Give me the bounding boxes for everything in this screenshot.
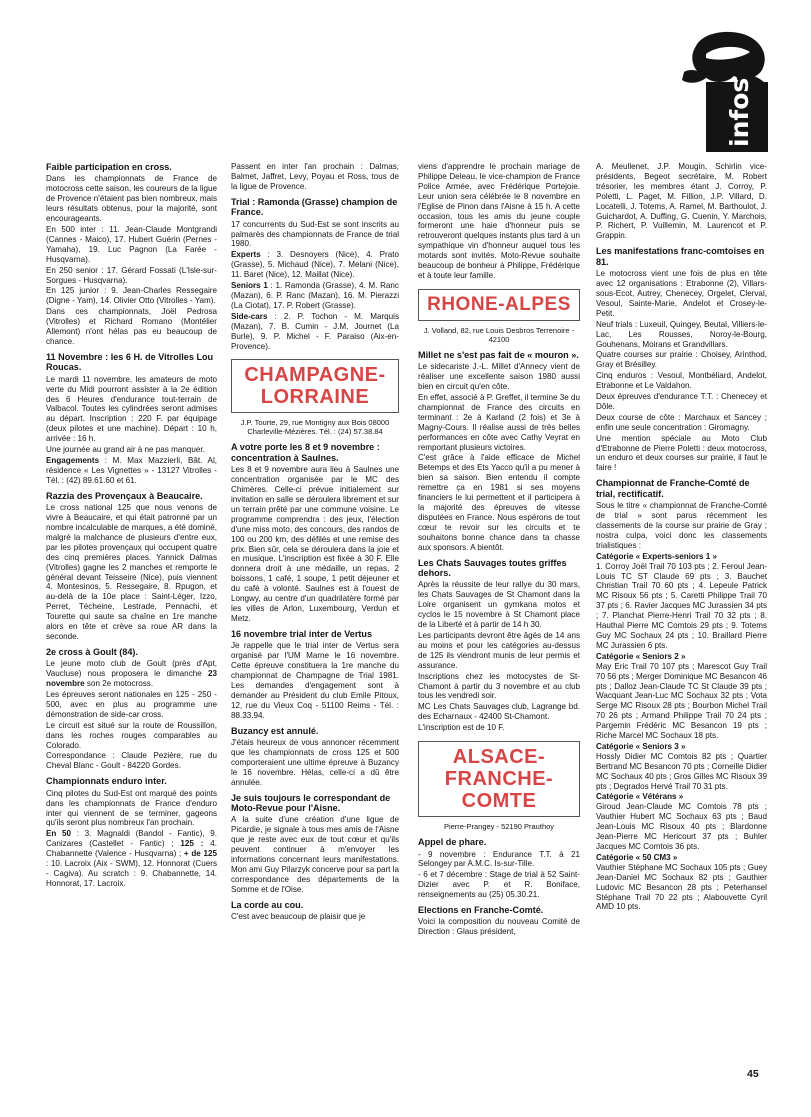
article-text: A. Meullenet, J.P. Mougin, Schirlin vice-présidents, Begeot secrétaire, M. Robert trésorier, les membres étant J. Corroy, P. Poletti, L. Paget, M. Fillion, J.P. Villard, D. Locatelli, J. Totems, A. Ramel, M. Barthoulot, J. Guichardot, A. Duffing, G. Cuenin, Y. Marchois, P. Richert, P. Vuillemin, M. Laurencot et P. Grappin. (596, 162, 767, 241)
category-heading: Catégorie « Seniors 3 » (596, 741, 686, 751)
article-text: Quatre courses sur prairie : Choisey, Arinthod, Gray et Brésilley. (596, 350, 767, 370)
article-title: La corde au cou. (231, 899, 304, 910)
paragraph-text: : 10. Lacroix (Aix - SWM), 12. Honnorat (Cuers - Cagiva). Au scratch : 9. Chabannette, 14. Honnorat, 17. Lacroix. (46, 859, 217, 888)
date-text: 23 novembre (46, 669, 217, 689)
paragraph-text: son 2e motocross. (84, 679, 154, 689)
region-header-champagne-lorraine (231, 359, 399, 413)
article-text: - 9 novembre : Endurance T.T. à 21 Selongey par A.M.C. Is-sur-Tille. (418, 849, 580, 869)
results-text: Giroud Jean-Claude MC Comtois 78 pts ; Vauthier Hubert MC Sochaux 63 pts ; Baud Jean-Louis MC Risoux 40 pts ; Blardonne Jean-Pierre MC Hericourt 37 pts ; Buhler Jacques MC Comtois 36 pts. (596, 802, 767, 851)
article-title: Faible participation en cross. (46, 162, 172, 172)
article-title: Les Chats Sauvages toutes griffes dehors. (418, 557, 567, 578)
paragraph-text: : 3. Desnoyers (Nice), 4. Prato (Grasse), 5. Michaud (Nice), 7. Melani (Nice), 11. Baret (Nice), 12. Maillat (Nice). (231, 250, 399, 280)
article-text: Le circuit est situé sur la route de Roussillon, dans les roches rouges comparables au Colorado. (46, 720, 217, 750)
article-text: C'est avec beaucoup de plaisir que je (231, 912, 366, 922)
logo-text: infos (725, 77, 754, 147)
column-4 (596, 162, 767, 1062)
article-text: Le cross national 125 que nous venons de vivre à Beaucaire, et qui était patronné par un nombre incalculable de marques, a été dominé, malgré la malchance de plusieurs d'entre eux, par les pilotes provençaux qui occupent quatre des cinq premières places. Yannick Dalmas (Vitrolles) gagne les 2 manches et remporte le général devant Teisseire (Nice), puis viennent 4. Montesinos, 5. Ressegaire, 8. Rpugon, et au-delà de la 10e place : Saint-Léger, Izzo, Perret, Técheine, Lestrade, Pennachi, et Tourette qui saute sa chaîne en 1re manche alors en tête et crève sa roue AR dans la seconde. (46, 503, 217, 641)
category-heading: Catégorie « 50 CM3 » (596, 852, 678, 862)
region-address: J.P. Tourte, 29, rue Montigny aux Bois 08000 Charleville-Mézières. Tél. : (24) 57.38.84 (240, 418, 390, 437)
article-text: Deux épreuves d'endurance T.T. : Chenecey et Dôle. (596, 392, 767, 411)
region-title-line: LORRAINE (260, 386, 370, 409)
article-title: Championnat de Franche-Comté de trial, rectificatif. (596, 478, 750, 499)
article-title: Les manifestations franc-comtoises en 81. (596, 246, 765, 267)
article-text (46, 456, 217, 486)
article-text: En effet, associé à P. Greffet, il termine 3e du championnat de France des circuits en terminant : 2e à Karland (2 fois) et 3e à Magny-Cours. Il réalise aussi de très belles performances en côte avec Cathy Veyrat en remportant plusieurs victoires. (418, 393, 580, 452)
article-text: Le motocross vient une fois de plus en tête avec 12 organisations : Etrabonne (2), Villars-sous-Ecot, Autrey, Chenecey, Orgelet, Clerval, Vesoul, Sainte-Marie, Andelot et Crosey-le-Petit. (596, 269, 767, 318)
label-text: 125 : (180, 839, 204, 849)
article-title: Trial : Ramonda (Grasse) champion de France. (231, 196, 398, 218)
results-text: Hossly Didier MC Comtois 82 pts ; Quartier Bertrand MC Besancon 70 pts ; Corneille Didier MC Sochaux 40 pts ; Gros Gilles MC Risoux 39 pts ; Degrados Hervé Trail 70 31 pts. (596, 751, 767, 791)
label-text: Side-cars (231, 311, 268, 321)
article-text: Correspondance : Claude Pezière, rue du Cheval Blanc - Goult - 84220 Gordes. (46, 751, 217, 771)
paragraph-text: 4. Chabannette (Valence - Husqvarna) ; (46, 839, 217, 859)
column-3 (418, 162, 580, 1062)
article-title: Millet ne s'est pas fait de « mouron ». (418, 349, 579, 360)
region-title-line: FRANCHE- (444, 768, 554, 791)
article-text: Deux course de côte : Marchaux et Sancey ; enfin une seule concentration : Giromagny. (596, 412, 767, 432)
results-text: 1. Corroy Joël Trail 70 103 pts ; 2. Feroul Jean-Louis TC ST Claude 69 pts ; 3. Bauchet Christian Trail 70 60 pts ; 4. Lepeule Patrick MC Risoux 56 pts ; 5. Caretti Philippe Trail 70 37 pts ; 6. Ravier Jacques MC Jurassien 34 pts ; 7. Planchat Pierre-Henri Trail 70 32 pts ; 8. Hauthal Pierre MC Comtois 29 pts ; 9. Totems Guy MC Sochaux 24 pts ; 10. Braillard Pierre MC Jurassien 6 pts. (596, 561, 767, 650)
article-text: C'est grâce à l'aide efficace de Michel Betemps et des Ets Yacco qu'il a pu mener à bien sa saison. Bien entendu il compte remettre ça en 1981 si ses moyens financiers le lui permettent et il participera à la majorité des épreuves de vitesse disputées en France. Nous espérons de tout cœur te revoir sur les circuits et te souhaitons bonne chance dans ta chasse aux sponsors. A bientôt. (418, 453, 580, 552)
paragraph-text: : M. Max Mazzierli, Bât. Al, résidence « Les Vignettes » - 13127 Vitrolles - Tél. : (42) 89.61.60 et 61. (46, 456, 217, 485)
column-2 (231, 162, 399, 1062)
article-text: MC Les Chats Sauvages club, Lagrange bd. des Echarnaux - 42400 St-Chamont. (418, 702, 580, 722)
article-text (231, 250, 399, 280)
article-text: Une journée au grand air à ne pas manquer. (46, 445, 205, 455)
article-text: Neuf trials : Luxeuil, Quingey, Beutal, Villiers-le-Lac, Les Rousses, Noroy-le-Bourg, Gouhenans, Moirans et Grandvillars. (596, 319, 767, 349)
article-text: Après la réussite de leur rallye du 30 mars, les Chats Sauvages de St Chamont dans la Loire organisent un gymkana motos et cyclos le 15 novembre à St Chamont place de la Liberté et à partir de 14 h 30. (418, 580, 580, 630)
region-title-line: CHAMPAGNE- (244, 364, 386, 387)
label-text: + de 125 (183, 849, 217, 859)
article-text: Sous le titre « championnat de Franche-Comté de trial » sont parus récemment les classements de la course sur prairie de Gray ; nostra culpa, voici donc les classements trialistiques : (596, 501, 767, 550)
article-text: Passent en inter l'an prochain : Dalmas, Balmet, Jaffret, Levy, Poyau et Ross, tous de la ligue de Provence. (231, 162, 399, 191)
article-text: Dans ces championnats, Joël Pedrosa (Vitrolles) et Richard Romano (Montélier Allemont) n'ont hélas pas eu beaucoup de chance. (46, 307, 217, 346)
article-title: Razzia des Provençaux à Beaucaire. (46, 490, 203, 501)
region-title-line: COMTE (461, 790, 537, 813)
article-title: Elections en Franche-Comté. (418, 905, 544, 916)
article-text: J'étais heureux de vous annoncer récemment que les championnats de cross 125 et 500 comporteraient une ultime épreuve à Buzancy le 16 novembre. Hélas, celle-ci a dû être annulée. (231, 737, 399, 787)
article-title: 16 novembre trial inter de Vertus (231, 628, 373, 639)
article-text: L'inscription est de 10 F. (418, 723, 505, 733)
paragraph-text: : 2. P. Tochon - M. Marquis (Mazan), 7. B. Cumin - J.M. Journet (La Burle), 9. P. Michel - F. Paraiso (Aix-en-Provence). (231, 311, 399, 351)
results-text: May Eric Trail 70 107 pts ; Marescot Guy Trail 70 56 pts ; Merger Dominique MC Besancon 46 pts ; Dalloz Jean-Claude TC St Claude 39 pts ; Wacquant Jean-Luc MC Sochaux 32 pts ; Vota Serge MC Risoux 28 pts ; Bourbon Michel Trail 70 26 pts ; Armand Philippe Trail 70 24 pts ; Pargemin Frédéric MC Besancon 19 pts ; Riche Marcel MC Sochaux 18 pts. (596, 661, 767, 741)
article-text: Cinq pilotes du Sud-Est ont marqué des points dans les championnats de France d'enduro inter qui viennent de se terminer, gageons qu'ils seront plus nombreux l'an prochain. (46, 788, 217, 828)
article-text: Le mardi 11 novembre, les amateurs de moto verte du Midi pourront assister à la 2e édition des 6 Heures d'endurance tout-terrain de Valbacol. Toutes les cylindrées seront admises au départ. Inscription : 220 F. par équipage (deux pilotes et une machine). Départ : 10 h, arrivée : 16 h. (46, 374, 217, 444)
article-text: Une mention spéciale au Moto Club d'Etrabonne de Pierre Poletti : deux motocross, un enduro et deux courses sur prairie, il faut le faire ! (596, 433, 767, 473)
label-text: En 50 (46, 829, 72, 839)
article-text: Inscriptions chez les motocystes de St-Chamont à partir du 3 novembre et au club tous les vendredi soir. (418, 671, 580, 701)
region-title-line: ALSACE- (452, 746, 546, 769)
article-text: Je rappelle que le trial inter de Vertus sera organisé par l'UM Marne le 16 novembre. Cette épreuve constituera la 1re manche du championnat de Champagne de Trial 1981. Les demandes d'engagement sont à demander au Président du club Emile Pitoux, 12, rue du Vieux Coq - 51100 Reims - Tél. : 88.33.94. (231, 641, 399, 720)
page-number: 45 (747, 1068, 759, 1080)
article-text: En 500 inter : 11. Jean-Claude Montgrandi (Cannes - Maico), 17. Hubert Guérin (Pernes - Yamaha), 19. Luc Pagnon (La Farée - Husqvarna). (46, 224, 217, 264)
label-text: Seniors 1 (231, 281, 268, 291)
article-title: Appel de phare. (418, 837, 487, 848)
article-text (231, 281, 399, 311)
column-1 (46, 162, 217, 1062)
article-text: 17 concurrents du Sud-Est se sont inscrits au palmarès des championnats de France de trial 1980. (231, 219, 399, 249)
article-text (46, 659, 217, 689)
region-address: Pierre-Prangey - 52190 Prauthoy (443, 822, 555, 832)
results-text: Vauthier Stéphane MC Sochaux 105 pts ; Guey Jean-Daniel MC Sochaux 82 pts ; Gauthier Ludovic MC Besancon 28 pts ; Peterhansel Stéphane Trail 70 22 pts ; Alabouvette Cyril AMD 10 pts. (596, 862, 767, 912)
article-text: - 6 et 7 décembre : Stage de trial à 52 Saint-Dizier avec P. et R. Boniface, renseignements au (25) 05.30.21. (418, 870, 580, 900)
article-title: Je suis toujours le correspondant de Moto-Revue pour l'Aisne. (231, 792, 391, 813)
article-text: Dans les championnats de France de motocross cette saison, les coureurs de la ligue de Provence n'étaient pas bien nombreux, mais leurs résultats obtenus, pour la majorité, sont encourageants. (46, 174, 217, 224)
paragraph-text: : 3. Magnaldi (Bandol - Fantic), 9. Canizares (Castellet - Fantic) ; (46, 829, 217, 849)
infos-logo (676, 28, 772, 156)
article-text: viens d'apprendre le prochain mariage de Philippe Deleau, le vice-champion de France Police Armée, avec Frédérique Portejoie. Leur union sera célébrée le 8 novembre en l'Eglise de Pinon dans l'Aisne à 15 h. A cette occasion, tous les amis du jeune couple formeront une haie d'honneur puis se retrouveront quelques instants plus tard à un sympathique vin d'honneur auquel tous les motards sont invités. Moto-Revue souhaite beaucoup de bonheur à Philippe, Frédérique et à toute leur famille. (418, 162, 580, 280)
article-title: A votre porte les 8 et 9 novembre : concentration à Saulnes. (231, 442, 380, 463)
paragraph-text: Le jeune moto club de Goult (près d'Apt, Vaucluse) nous proposera le dimanche (46, 659, 217, 679)
region-address: J. Volland, 82, rue Louis Desbros Terrenoire - 42100 (423, 325, 575, 344)
category-heading: Catégorie « Experts-seniors 1 » (596, 551, 718, 561)
article-title: Championnats enduro inter. (46, 776, 167, 787)
paragraph-text: : 1. Ramonda (Grasse), 4. M. Ranc (Mazan), 6. P. Ranc (Mazan), 16. M. Pierazzi (La Ciotat), 17. P. Robert (Grasse). (231, 281, 399, 310)
article-text (231, 312, 399, 352)
article-text (46, 829, 217, 888)
article-text: A la suite d'une création d'une ligue de Picardie, je signale à tous mes amis de l'Aisne que je reste avec eux de tout cœur et qu'ils peuvent continuer à m'envoyer les informations concernant leurs manifestations. Mon ami Guy Pilarzyk concerve pour sa part la correspondance des départements de la Somme et de l'Oise. (231, 815, 399, 894)
article-title: 2e cross à Goult (84). (46, 646, 138, 657)
article-title: 11 Novembre : les 6 H. de Vitrolles Lou Roucas. (46, 351, 214, 373)
category-heading: Catégorie « Seniors 2 » (596, 651, 686, 661)
article-text: Les participants devront être âgés de 14 ans au moins et pour les catégories au-dessus de 125 ils viendront munis de leur permis et assurance. (418, 630, 580, 670)
article-text: En 125 junior : 9. Jean-Charles Ressegaire (Digne - Yam), 14. Olivier Otto (Vitrolles - Yam). (46, 286, 217, 306)
category-heading: Catégorie « Vétérans » (596, 792, 684, 802)
label-text: Engagements (46, 456, 100, 466)
article-text: En 250 senior : 17. Gérard Fossati (L'Isle-sur-Sorgues - Husqvarna). (46, 265, 217, 285)
region-header-rhone-alpes (418, 289, 580, 321)
article-text: Le sidecariste J.-L. Millet d'Annecy vient de réaliser une excellente saison 1980 aussi bien en circuit qu'en côte. (418, 362, 580, 392)
region-title-line: RHONE-ALPES (427, 293, 571, 315)
article-title: Buzancy est annulé. (231, 725, 319, 736)
article-text: Les 8 et 9 novembre aura lieu à Saulnes une concentration organisée par le MC des Chimères. Celle-ci prévue initialement sur invitation en salle se déroulera librement et sur un terrain prêté par une commune voisine. Le programme comprendra : des jeux, l'élection d'une miss moto, des concours, des randos de 100 ou 200 km, des défilés et une remise des prix. Bien sûr, cela se déroulera dans la joie et en musique. L'inscription est fixée à 30 F. Elle donnera droit à une médaille, un repas, 2 boissons, 1 café, 1 soupe, 1 petit déjeuner et du café à volonté. Saulnes est à l'ouest de Longwy, au centre d'un quadrilatère formé par les villes de Arlon, Luxembourg, Verdun et Metz. (231, 465, 399, 623)
article-text: Cinq enduros : Vesoul, Montbéliard, Andelot, Etrabonne et Le Valdahon. (596, 371, 767, 391)
region-header-alsace-franche-comte (418, 741, 580, 817)
infos-logo-graphic (676, 28, 772, 156)
article-text: Voici la composition du nouveau Comité de Direction : Glaus président, (418, 917, 580, 937)
label-text: Experts (231, 250, 261, 260)
article-text: Les épreuves seront nationales en 125 - 250 - 500, avec en plus au programme une démonstration de side-car cross. (46, 690, 217, 719)
